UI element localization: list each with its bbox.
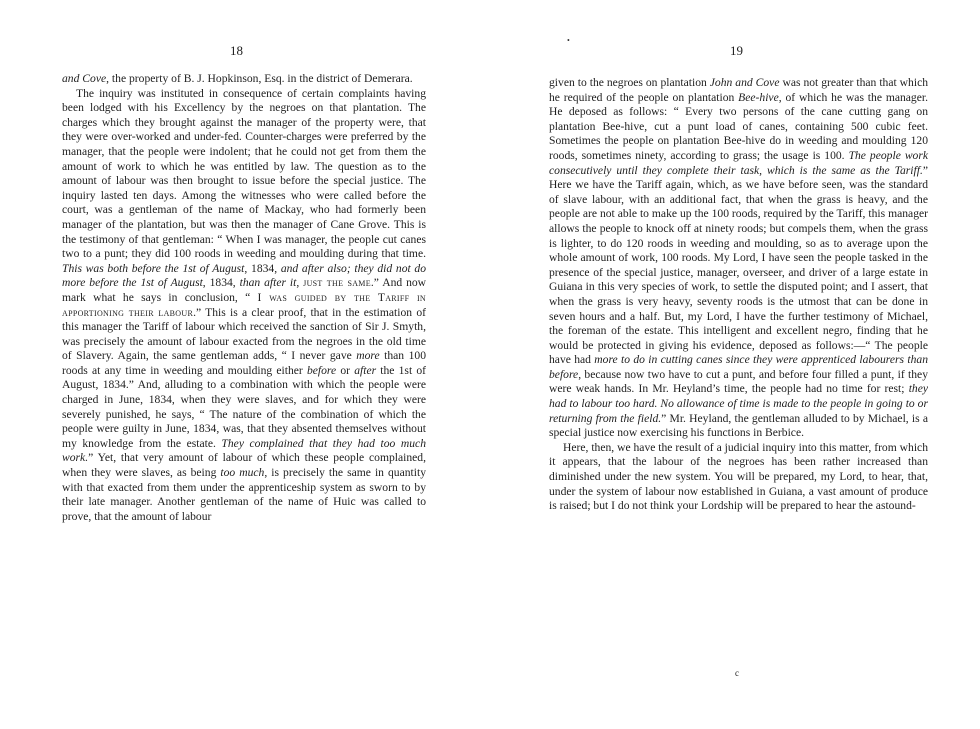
signature-mark: c [735,668,739,678]
italic-run: John and Cove [709,76,780,89]
body-text [549,76,928,514]
paragraph [62,87,426,525]
text-run: , because now two have to cut a punt, and before four filled a punt, if they were weak hands. In Mr. Heyland’s time, the people had no time for rest; [549,367,928,396]
right-page [490,0,980,729]
text-run: than 100 roods at any time in weeding and moulding either [62,349,426,377]
paragraph [549,76,928,441]
italic-run: too much [220,466,265,480]
text-run: was not greater than that which he required of the people on plantation [549,76,929,104]
text-run: .” This is a clear proof, that in the estimation of this manager the Tariff of labour which received the sanction of Sir J. Smyth, was precisely the amount of labour exacted from the negroes in the old time of Slavery. Again, the same gentleman adds, “ I never gave [62,305,426,363]
italic-run: The people work consecutively until they complete their task, which is the same as the Tariff. [549,148,929,177]
text-run: ” Yet, that very amount of labour of which these people complained, when they were slaves, as being [62,451,426,480]
italic-run: than after it [239,276,297,290]
small-caps-run: just the same [303,276,371,290]
small-caps-run: I was guided by the Tariff in apportioning their labour [62,290,427,319]
text-run: , the property of B. J. Hopkinson, Esq. in the district of Demerara. [106,72,413,85]
italic-run: Bee-hive [738,90,779,104]
text-run: given to the negroes on plantation [549,76,710,89]
text-run: The inquiry was instituted in consequence of certain complaints having been lodged with his Excellency by the negroes on that plantation. The charges which they brought against the manager of the property were, that they were over-worked and under-fed. Counter-charges were preferred by the manager, that the people were indolent; that he could not get from them the amount of work to which he was entitled by law. The question as to the amount of labour was then brought to issue before the special justice. The inquiry lasted ten days. Among the witnesses who were called before the court, was a gentleman of the name of Mackay, who had formerly been manager of the plantation, but was then the manager of Cane Grove. This is the testimony of that gentleman: “ When I was manager, the people cut canes two to a punt; they did 100 roods in weeding and moulding during that time. [62,86,426,261]
italic-run: and after also; they did not do more before the 1st of August [62,261,427,290]
text-run: Here, then, we have the result of a judicial inquiry into this matter, from which it appears, that the labour of the negroes has been rather increased than diminished under the new system. You will be prepared, my Lord, to hear, that, under the system of labour now established in Guiana, a vast amount of produce is raised; but I do not think your Lordship will be prepared to hear the astound- [549,440,928,513]
body-text [62,72,426,524]
italic-run: before [306,363,337,377]
paragraph [549,441,928,514]
italic-run: more [356,349,380,363]
text-run: , is precisely the same in quantity with that exacted from them under the apprenticeship system as sworn to by their late manager. Another gentleman of the name of Huic was called to prove, that the amount of labour [62,466,426,523]
text-run: , of which he was the manager. He deposed as follows: “ Every two persons of the cane cutting gang on plantation Bee-hive, cut a punt load of canes, containing 500 cubic feet. Sometimes the people on plantation Bee-hive do in weeding and moulding 120 roods, sometimes ninety, according to grass; the usage is 100. [549,90,928,162]
text-run: , 1834, [244,261,281,275]
text-run: or [336,363,355,377]
text-run: .” And now mark what he says in conclusion, “ [62,276,427,304]
margin-dot: • [567,36,570,45]
italic-run: They complained that they had too much work. [62,436,426,465]
page-number: 18 [230,43,243,58]
text-run: , [296,276,304,290]
text-run: the 1st of August, 1834.” And, alluding to a combination with which the people were charged in June, 1834, when they were slaves, and for which they were severely punished, he says, “ The nature of the combination of which the people were guilty in June, 1834, was, that they absented themselves without my knowledge from the estate. [62,363,426,450]
text-run: ” Here we have the Tariff again, which, as we have before seen, was the standard of slave labour, with an additional fact, that when the grass is heavy, and the people are not able to make up the 100 roods, required by the Tariff, this manager allows the people to knock off at ninety roods; but compels them, when the grass is lighter, to do 120 roods in weeding and moulding, so as to average upon the whole amount of work, 100 roods. My Lord, I have seen the people tasked in the presence of the special justice, manager, overseer, and driver of a large estate in Guiana in this very species of work, to settle the disputed point; and I assert, that when the grass is very heavy, seventy roods is the utmost that can be done in seven hours and a half. But, my Lord, I have the further testimony of Michael, the foreman of the estate. This intelligent and excellent negro, finding that he would be protected in giving his evidence, deposed as follows:—“ The people have had [549,163,928,367]
text-run: ” Mr. Heyland, the gentleman alluded to by Michael, is a special justice now exercising his functions in Berbice. [549,411,928,440]
italic-run: after [354,363,377,377]
text-run: , 1834, [202,276,240,290]
italic-run: more to do in cutting canes since they were apprenticed labourers than before [549,353,928,381]
italic-run: they had to labour too hard. No allowance of time is made to the people in going to or returning from the field. [549,382,928,425]
paragraph [62,72,426,87]
page-number: 19 [730,43,743,58]
italic-run: and Cove [62,72,107,85]
italic-run: This was both before the 1st of August [62,261,245,275]
